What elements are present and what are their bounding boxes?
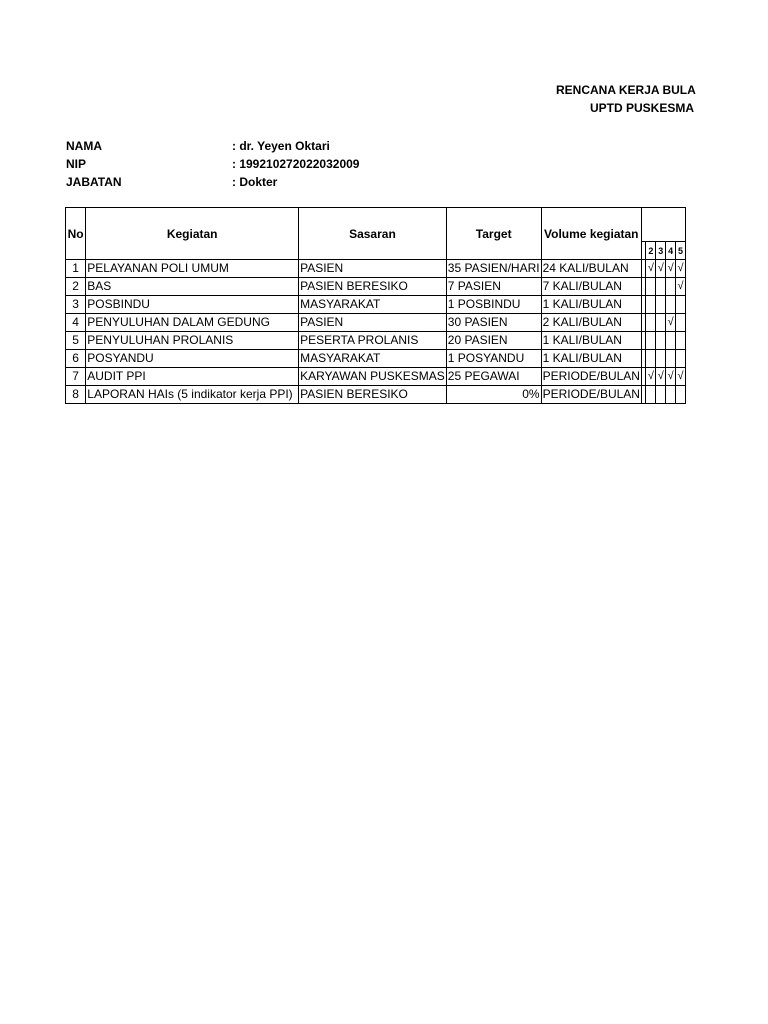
header-sasaran: Sasaran xyxy=(299,208,447,260)
cell-week-2: √ xyxy=(646,368,656,386)
cell-week-5: √ xyxy=(676,278,686,296)
cell-week-4 xyxy=(666,350,676,368)
table-row xyxy=(66,314,686,332)
cell-week-2 xyxy=(646,386,656,404)
table-row xyxy=(66,386,686,404)
work-plan-table xyxy=(65,207,686,404)
cell-week-4: √ xyxy=(666,368,676,386)
cell-week-4 xyxy=(666,332,676,350)
cell-week-3: √ xyxy=(656,260,666,278)
header-volume: Volume kegiatan xyxy=(541,208,641,260)
header-target: Target xyxy=(446,208,541,260)
cell-target: 30 PASIEN xyxy=(446,314,541,332)
table-row xyxy=(66,332,686,350)
cell-no: 4 xyxy=(66,314,86,332)
cell-week-5 xyxy=(676,332,686,350)
table-row xyxy=(66,260,686,278)
cell-week-4 xyxy=(666,386,676,404)
cell-target: 0% xyxy=(446,386,541,404)
info-value-jabatan: : Dokter xyxy=(232,175,278,189)
cell-week-5 xyxy=(676,314,686,332)
cell-week-2 xyxy=(646,350,656,368)
cell-volume: 1 KALI/BULAN xyxy=(541,350,641,368)
cell-week-5 xyxy=(676,350,686,368)
cell-sasaran: PASIEN BERESIKO xyxy=(299,386,447,404)
cell-target: 1 POSBINDU xyxy=(446,296,541,314)
table-row xyxy=(66,350,686,368)
cell-week-4 xyxy=(666,278,676,296)
cell-week-2: √ xyxy=(646,260,656,278)
cell-volume: 1 KALI/BULAN xyxy=(541,296,641,314)
cell-week-5 xyxy=(676,386,686,404)
header-week-4: 4 xyxy=(666,242,676,260)
cell-week-3 xyxy=(656,314,666,332)
cell-week-2 xyxy=(646,332,656,350)
cell-week-2 xyxy=(646,314,656,332)
header-no: No xyxy=(66,208,86,260)
cell-kegiatan: BAS xyxy=(86,278,299,296)
cell-no: 1 xyxy=(66,260,86,278)
cell-week-3 xyxy=(656,350,666,368)
cell-target: 7 PASIEN xyxy=(446,278,541,296)
cell-kegiatan: PENYULUHAN DALAM GEDUNG xyxy=(86,314,299,332)
table-row xyxy=(66,368,686,386)
cell-sasaran: MASYARAKAT xyxy=(299,296,447,314)
cell-sasaran: PASIEN xyxy=(299,260,447,278)
cell-sasaran: MASYARAKAT xyxy=(299,350,447,368)
cell-week-4: √ xyxy=(666,314,676,332)
cell-volume: 1 KALI/BULAN xyxy=(541,332,641,350)
cell-volume: 2 KALI/BULAN xyxy=(541,314,641,332)
header-week-3: 3 xyxy=(656,242,666,260)
cell-no: 2 xyxy=(66,278,86,296)
cell-kegiatan: POSYANDU xyxy=(86,350,299,368)
cell-sasaran: KARYAWAN PUSKESMAS xyxy=(299,368,447,386)
cell-week-3 xyxy=(656,278,666,296)
cell-week-5: √ xyxy=(676,260,686,278)
document-title-line2: UPTD PUSKESMA xyxy=(590,101,695,115)
cell-week-4: √ xyxy=(666,260,676,278)
cell-no: 6 xyxy=(66,350,86,368)
cell-volume: PERIODE/BULAN xyxy=(541,386,641,404)
cell-week-2 xyxy=(646,296,656,314)
cell-kegiatan: PENYULUHAN PROLANIS xyxy=(86,332,299,350)
cell-volume: 7 KALI/BULAN xyxy=(541,278,641,296)
cell-target: 1 POSYANDU xyxy=(446,350,541,368)
info-label-nip: NIP xyxy=(66,157,87,171)
document-title-line1: RENCANA KERJA BULA xyxy=(556,83,696,97)
cell-kegiatan: POSBINDU xyxy=(86,296,299,314)
header-kegiatan: Kegiatan xyxy=(86,208,299,260)
cell-kegiatan: LAPORAN HAIs (5 indikator kerja PPI) xyxy=(86,386,299,404)
cell-week-3 xyxy=(656,332,666,350)
cell-volume: PERIODE/BULAN xyxy=(541,368,641,386)
cell-target: 25 PEGAWAI xyxy=(446,368,541,386)
cell-week-4 xyxy=(666,296,676,314)
cell-no: 3 xyxy=(66,296,86,314)
cell-no: 7 xyxy=(66,368,86,386)
cell-kegiatan: AUDIT PPI xyxy=(86,368,299,386)
cell-week-3 xyxy=(656,296,666,314)
cell-week-3 xyxy=(656,386,666,404)
info-value-nip: : 199210272022032009 xyxy=(232,157,360,171)
cell-week-3: √ xyxy=(656,368,666,386)
cell-target: 35 PASIEN/HARI xyxy=(446,260,541,278)
cell-sasaran: PESERTA PROLANIS xyxy=(299,332,447,350)
info-value-nama: : dr. Yeyen Oktari xyxy=(232,139,330,153)
cell-no: 8 xyxy=(66,386,86,404)
info-label-nama: NAMA xyxy=(66,139,102,153)
table-row xyxy=(66,296,686,314)
cell-sasaran: PASIEN BERESIKO xyxy=(299,278,447,296)
cell-kegiatan: PELAYANAN POLI UMUM xyxy=(86,260,299,278)
cell-no: 5 xyxy=(66,332,86,350)
cell-week-5: √ xyxy=(676,368,686,386)
cell-sasaran: PASIEN xyxy=(299,314,447,332)
cell-week-5 xyxy=(676,296,686,314)
header-week-5: 5 xyxy=(676,242,686,260)
cell-target: 20 PASIEN xyxy=(446,332,541,350)
work-plan-table-area xyxy=(65,207,686,409)
header-week-2: 2 xyxy=(646,242,656,260)
info-label-jabatan: JABATAN xyxy=(66,175,122,189)
cell-volume: 24 KALI/BULAN xyxy=(541,260,641,278)
table-row xyxy=(66,278,686,296)
cell-week-2 xyxy=(646,278,656,296)
header-week-group xyxy=(641,208,685,242)
